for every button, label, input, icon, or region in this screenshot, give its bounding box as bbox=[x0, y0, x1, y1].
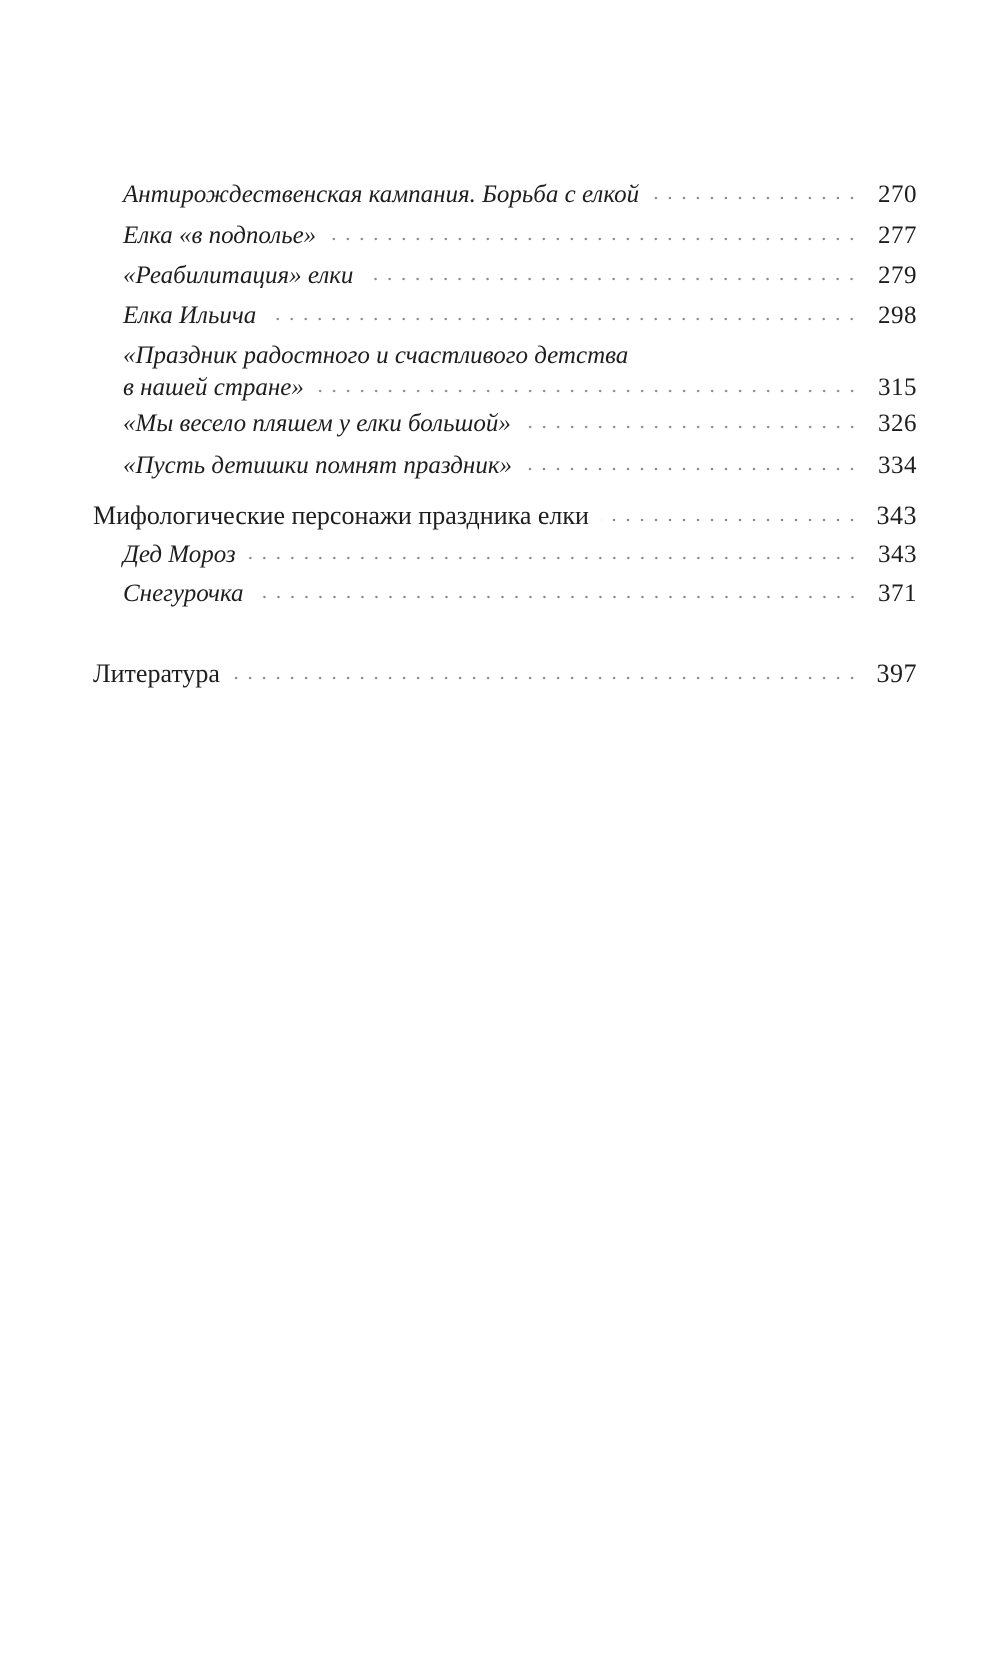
toc-entry-title-line1: «Праздник радостного и счастливого детства bbox=[123, 342, 629, 369]
dot-leader bbox=[328, 236, 859, 242]
toc-chapter-title: Литература bbox=[93, 659, 220, 688]
toc-entry-title: «Мы весело пляшем у елки большой» bbox=[123, 410, 511, 437]
dot-leader bbox=[232, 675, 859, 681]
toc-entry-page: 277 bbox=[878, 222, 917, 249]
toc-entry bbox=[123, 450, 917, 482]
toc-entry bbox=[123, 300, 917, 332]
toc-entry-title-line2: в нашей стране» bbox=[123, 374, 304, 401]
toc-chapter bbox=[93, 500, 917, 532]
toc-entry-page: 326 bbox=[878, 410, 917, 437]
toc-entry-title: «Реабилитация» елки bbox=[123, 262, 354, 289]
toc-entry bbox=[123, 578, 917, 610]
dot-leader bbox=[268, 316, 859, 322]
toc-chapter bbox=[93, 658, 917, 690]
toc-chapter-page: 343 bbox=[876, 501, 917, 530]
toc-entry bbox=[123, 260, 917, 292]
toc-entry bbox=[123, 220, 917, 252]
toc-entry-page: 371 bbox=[878, 580, 917, 607]
dot-leader bbox=[316, 388, 859, 394]
toc-entry-page: 315 bbox=[878, 374, 917, 401]
toc-entry-page: 270 bbox=[878, 181, 917, 208]
toc-entry-title: Дед Мороз bbox=[123, 541, 236, 568]
toc-entry-title: «Пусть детишки помнят праздник» bbox=[123, 452, 513, 479]
dot-leader bbox=[524, 466, 859, 472]
dot-leader bbox=[248, 555, 859, 561]
dot-leader bbox=[651, 195, 859, 201]
toc-entry bbox=[123, 179, 917, 211]
toc-entry-page: 298 bbox=[878, 302, 917, 329]
toc-entry bbox=[123, 340, 917, 404]
toc-entry-title: Антирождественская кампания. Борьба с елкой bbox=[123, 181, 640, 208]
toc-entry-title: Снегурочка bbox=[123, 580, 244, 607]
toc-entry bbox=[123, 408, 917, 440]
toc-entry-title: Елка Ильича bbox=[123, 302, 257, 329]
dot-leader bbox=[523, 424, 859, 430]
toc-chapter-page: 397 bbox=[876, 659, 917, 688]
toc-entry-page: 279 bbox=[878, 262, 917, 289]
toc-entry bbox=[123, 539, 917, 571]
toc-entry-page: 334 bbox=[878, 452, 917, 479]
toc-entry-page: 343 bbox=[878, 541, 917, 568]
dot-leader bbox=[256, 594, 859, 600]
dot-leader bbox=[365, 276, 859, 282]
toc-chapter-title: Мифологические персонажи праздника елки bbox=[93, 501, 589, 530]
dot-leader bbox=[601, 517, 859, 523]
toc-entry-title: Елка «в подполье» bbox=[123, 222, 317, 249]
